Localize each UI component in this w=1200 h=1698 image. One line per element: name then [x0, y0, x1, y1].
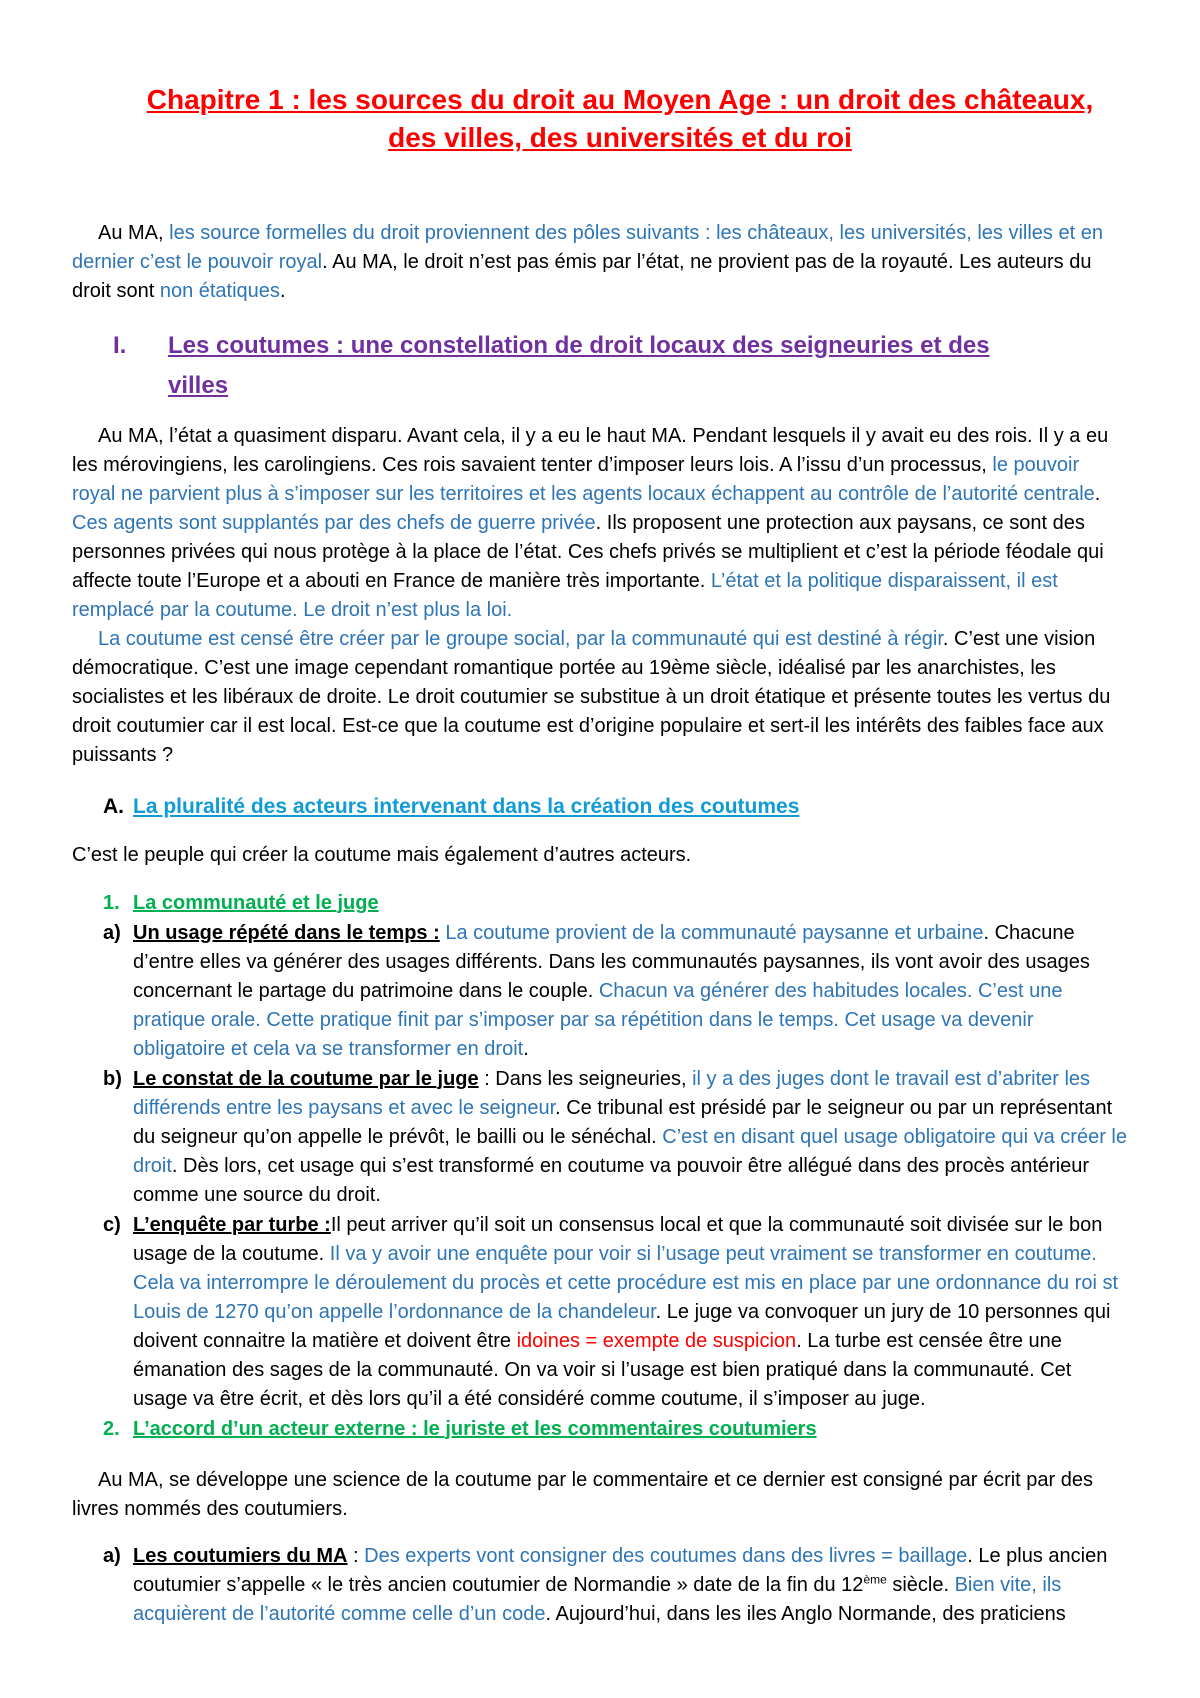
highlighted-text: La coutume provient de la communauté paysanne et urbaine [439, 921, 984, 944]
highlighted-text: L’état et la politique disparaissent, il est remplacé par la coutume. Le droit n’est plus la loi. [72, 569, 1058, 621]
text-run: siècle. [886, 1573, 955, 1596]
section-title: Les coutumes : une constellation de droit locaux des seigneuries et des villes [168, 331, 990, 399]
highlighted-text: La coutume est censé être créer par le groupe social, par la communauté qui est destiné à régir [98, 627, 943, 650]
text-run: . Aujourd’hui, dans les iles Anglo Normande, des praticiens [545, 1602, 1066, 1625]
text-run: : [347, 1544, 365, 1567]
text-run: . C’est une vision démocratique. C’est une image cependant romantique portée au 19ème siècle, idéalisé par les anarchistes, les socialistes et les libéraux de droite. Le droit coutumier se substitue à un droit étatique et présente toutes les vertus du droit coutumier car il est local. Est-ce que la coutume est d’origine populaire et sert-il les intérêts des faibles face aux puissants ? [72, 627, 1111, 766]
numbered-heading-title: La communauté et le juge [133, 891, 379, 914]
list-item [72, 1542, 1128, 1629]
text-run: . [523, 1037, 529, 1060]
list-item-heading: L’enquête par turbe : [133, 1213, 331, 1236]
highlighted-text: les source formelles du droit proviennent des pôles suivants : les châteaux, les universités, les villes et en dernier c’est le pouvoir royal [72, 221, 1103, 273]
text-run: . Ce tribunal est présidé par le seigneur ou par un représentant du seigneur qu’on appelle le prévôt, le bailli ou le sénéchal. [133, 1096, 1113, 1148]
numbered-heading-title: L’accord d’un acteur externe : le juriste et les commentaires coutumiers [133, 1417, 817, 1440]
superscript-text: ème [863, 1571, 887, 1586]
text-run: . Ils proposent une protection aux paysans, ce sont des personnes privées qui nous protège à la place de l’état. Ces chefs privés se multiplient et c’est la période féodale qui affecte toute l’Europe et a abouti en France de manière très importante. [72, 511, 1104, 592]
list-item [72, 919, 1128, 1064]
section-paragraph [72, 422, 1128, 625]
highlighted-text: Chacun va générer des habitudes locales. C’est une pratique orale. Cette pratique finit par s’imposer par sa répétition dans le temps. Cet usage va devenir obligatoire et cela va se transformer en droit [133, 979, 1063, 1060]
subsection-title: La pluralité des acteurs intervenant dans la création des coutumes [133, 794, 800, 818]
highlighted-text: il y a des juges dont le travail est d’abriter les différends entre les paysans et avec le seigneur [133, 1067, 1091, 1119]
text-run: . Le juge va convoquer un jury de 10 personnes qui doivent connaitre la matière et doivent être [133, 1300, 1111, 1352]
text-run: . Dès lors, cet usage qui s’est transformé en coutume va pouvoir être allégué dans des procès antérieur comme une source du droit. [133, 1154, 1090, 1206]
highlighted-text: le pouvoir royal ne parvient plus à s’imposer sur les territoires et les agents locaux échappent au contrôle de l’autorité centrale [72, 453, 1095, 505]
chapter-title: Chapitre 1 : les sources du droit au Moyen Age : un droit des châteaux, des villes, des universités et du roi [146, 84, 1094, 153]
list-item-label: c) [103, 1213, 121, 1236]
list-item-heading: Les coutumiers du MA [133, 1544, 348, 1567]
highlighted-text: Des experts vont consigner des coutumes dans des livres = baillage [364, 1544, 968, 1567]
highlighted-text: Ces agents sont supplantés par des chefs de guerre privée [72, 511, 596, 534]
list-item-label: a) [103, 1544, 121, 1567]
subsection-label: A. [103, 794, 124, 818]
text-run: . [1094, 482, 1101, 505]
text-run: . [279, 279, 286, 302]
text-run: Au MA, [98, 221, 170, 244]
text-run: : Dans les seigneuries, [478, 1067, 693, 1090]
text-run: . La turbe est censée être une émanation des sages de la communauté. On va voir si l’usage est bien pratiqué dans la communauté. Cet usage va être écrit, et dès lors qu’il a été considéré comme coutume, il s’imposer au juge. [133, 1329, 1072, 1410]
text-run: Au MA, l’état a quasiment disparu. Avant cela, il y a eu le haut MA. Pendant lesquels il y avait eu des rois. Il y a eu les mérovingiens, les carolingiens. Ces rois savaient tenter d’imposer leurs lois. A l’issu d’un processus, [72, 424, 1109, 476]
intro-paragraph [72, 219, 1128, 306]
list-item-heading: Un usage répété dans le temps : [133, 921, 440, 944]
highlighted-text: non étatiques [159, 279, 280, 302]
numbered-heading [72, 1415, 1128, 1444]
list-item-label: a) [103, 921, 121, 944]
list-item [72, 1065, 1128, 1210]
list-item [72, 1211, 1128, 1414]
section-paragraph [72, 625, 1128, 770]
subsection-heading [72, 792, 1128, 821]
numbered-heading-label: 1. [103, 891, 120, 914]
numbered-section-intro: Au MA, se développe une science de la coutume par le commentaire et ce dernier est consigné par écrit par des livres nommés des coutumiers. [72, 1468, 1093, 1520]
list-item-heading: Le constat de la coutume par le juge [133, 1067, 479, 1090]
numbered-heading [72, 889, 1128, 918]
highlighted-text: Il va y avoir une enquête pour voir si l’usage peut vraiment se transformer en coutume. Cela va interrompre le déroulement du procès et cette procédure est mis en place par une ordonnance du roi st Louis de 1270 qu’on appelle l’ordonnance de la chandeleur [133, 1242, 1118, 1323]
section-heading [72, 326, 1128, 406]
document-body [72, 0, 1128, 1629]
highlighted-text: C’est en disant quel usage obligatoire qui va créer le droit [133, 1125, 1127, 1177]
numbered-heading-label: 2. [103, 1417, 120, 1440]
text-run: . Le plus ancien coutumier s’appelle « le très ancien coutumier de Normandie » date de la fin du 12 [133, 1544, 1108, 1596]
highlighted-text: Bien vite, ils acquièrent de l’autorité comme celle d’un code [133, 1573, 1062, 1625]
definition-text: idoines = exempte de suspicion [516, 1329, 797, 1352]
text-run: Il peut arriver qu’il soit un consensus local et que la communauté soit divisée sur le bon usage de la coutume. [133, 1213, 1103, 1265]
text-run: . Chacune d’entre elles va générer des usages différents. Dans les communautés paysannes, ils vont avoir des usages concernant le partage du patrimoine dans le couple. [133, 921, 1090, 1002]
list-item-label: b) [103, 1067, 122, 1090]
section-number: I. [113, 331, 127, 359]
text-run: . Au MA, le droit n’est pas émis par l’état, ne provient pas de la royauté. Les auteurs du droit sont [72, 250, 1092, 302]
subsection-intro: C’est le peuple qui créer la coutume mais également d’autres acteurs. [72, 843, 692, 866]
